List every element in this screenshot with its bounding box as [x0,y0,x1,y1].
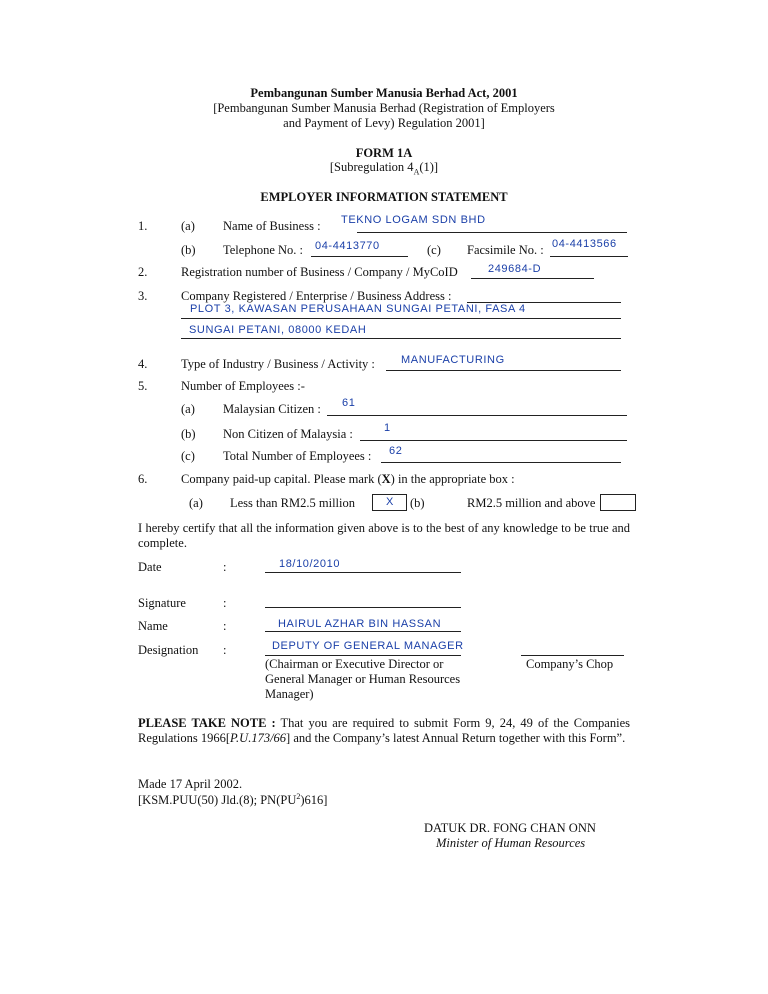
signatory-position: Minister of Human Resources [436,836,586,850]
colon: : [223,643,227,657]
capital-more-checkbox[interactable] [600,494,636,511]
item-number: 4. [138,357,148,371]
item-number: 2. [138,265,148,279]
industry-line[interactable] [386,370,621,371]
designation-line[interactable] [265,655,461,656]
designation-value: DEPUTY OF GENERAL MANAGER [272,640,464,652]
company-chop-line[interactable] [521,655,624,656]
name-value: HAIRUL AZHAR BIN HASSAN [278,618,442,630]
designation-label: Designation [138,643,199,657]
date-line[interactable] [265,572,461,573]
registration-label: Registration number of Business / Company / MyCoID [181,265,458,279]
address-line-1[interactable] [181,318,621,319]
telephone-line[interactable] [311,256,408,257]
fax-value: 04-4413566 [552,238,617,250]
sub-label: (a) [189,496,203,510]
sub-label: (b) [410,496,425,510]
sub-label: (a) [181,219,195,233]
regulation-line-1: [Pembangunan Sumber Manusia Berhad (Registration of Employers [213,101,555,115]
business-name-label: Name of Business : [223,219,321,233]
signature-label: Signature [138,596,186,610]
sub-label: (a) [181,402,195,416]
malaysian-citizen-line[interactable] [327,415,627,416]
date-label: Date [138,560,162,574]
telephone-label: Telephone No. : [223,243,304,257]
telephone-value: 04-4413770 [315,240,380,252]
statement-title: EMPLOYER INFORMATION STATEMENT [260,190,508,204]
designation-note-2: General Manager or Human Resources [265,672,461,686]
colon: : [223,560,227,574]
malaysian-citizen-label: Malaysian Citizen : [223,402,321,416]
non-citizen-value: 1 [384,422,391,434]
company-chop-label: Company’s Chop [526,657,614,671]
item-number: 5. [138,379,148,393]
total-employees-line[interactable] [381,462,621,463]
business-name-line[interactable] [357,232,627,233]
malaysian-citizen-value: 61 [342,397,356,409]
colon: : [223,596,227,610]
non-citizen-label: Non Citizen of Malaysia : [223,427,353,441]
designation-note-1: (Chairman or Executive Director or [265,657,444,671]
capital-more-label: RM2.5 million and above [467,496,596,510]
industry-label: Type of Industry / Business / Activity : [181,357,375,371]
capital-less-label: Less than RM2.5 million [230,496,355,510]
address-value-2: SUNGAI PETANI, 08000 KEDAH [189,324,367,336]
act-title: Pembangunan Sumber Manusia Berhad Act, 2001 [250,86,518,100]
total-employees-label: Total Number of Employees : [223,449,372,463]
colon: : [223,619,227,633]
address-label: Company Registered / Enterprise / Business Address : [181,289,452,303]
signature-line[interactable] [265,607,461,608]
name-line[interactable] [265,631,461,632]
non-citizen-line[interactable] [360,440,627,441]
regulation-line-2: and Payment of Levy) Regulation 2001] [283,116,485,130]
sub-label: (c) [181,449,195,463]
name-label: Name [138,619,168,633]
ksm-reference: [KSM.PUU(50) Jld.(8); $PN(PU^2)616$] [138,792,328,808]
employees-label: Number of Employees :- [181,379,305,393]
designation-note-3: Manager) [265,687,314,701]
sub-label: (b) [181,243,196,257]
sub-label: (b) [181,427,196,441]
signatory-name: DATUK DR. FONG CHAN ONN [424,821,596,835]
industry-value: MANUFACTURING [401,354,505,366]
date-value: 18/10/2010 [279,558,341,570]
capital-less-mark: X [386,496,394,508]
certification-text: I hereby certify that all the information given above is to the best of any knowledge to be true and complete. [138,521,630,550]
registration-line[interactable] [471,278,594,279]
business-name-value: TEKNO LOGAM SDN BHD [341,214,486,226]
fax-line[interactable] [550,256,628,257]
made-date: Made 17 April 2002. [138,777,243,791]
address-line-2[interactable] [181,338,621,339]
registration-value: 249684-D [488,263,542,275]
form-title: FORM 1A [355,146,413,160]
sub-label: (c) [427,243,441,257]
address-value-1: PLOT 3, KAWASAN PERUSAHAAN SUNGAI PETANI, FASA 4 [190,303,526,315]
total-employees-value: 62 [389,445,403,457]
capital-label: Company paid-up capital. Please mark (X) in the appropriate box : [181,472,515,486]
please-take-note: PLEASE TAKE NOTE : That you are required to submit Form 9, 24, 49 of the Companies Regulations 1966[P.U.173/66] and the Company’s latest Annual Return together with this Form”. [138,716,630,745]
item-number: 6. [138,472,148,486]
subregulation: [Subregulation $4_A(1)$] [329,160,439,177]
item-number: 3. [138,289,148,303]
fax-label: Facsimile No. : [467,243,544,257]
item-number: 1. [138,219,148,233]
